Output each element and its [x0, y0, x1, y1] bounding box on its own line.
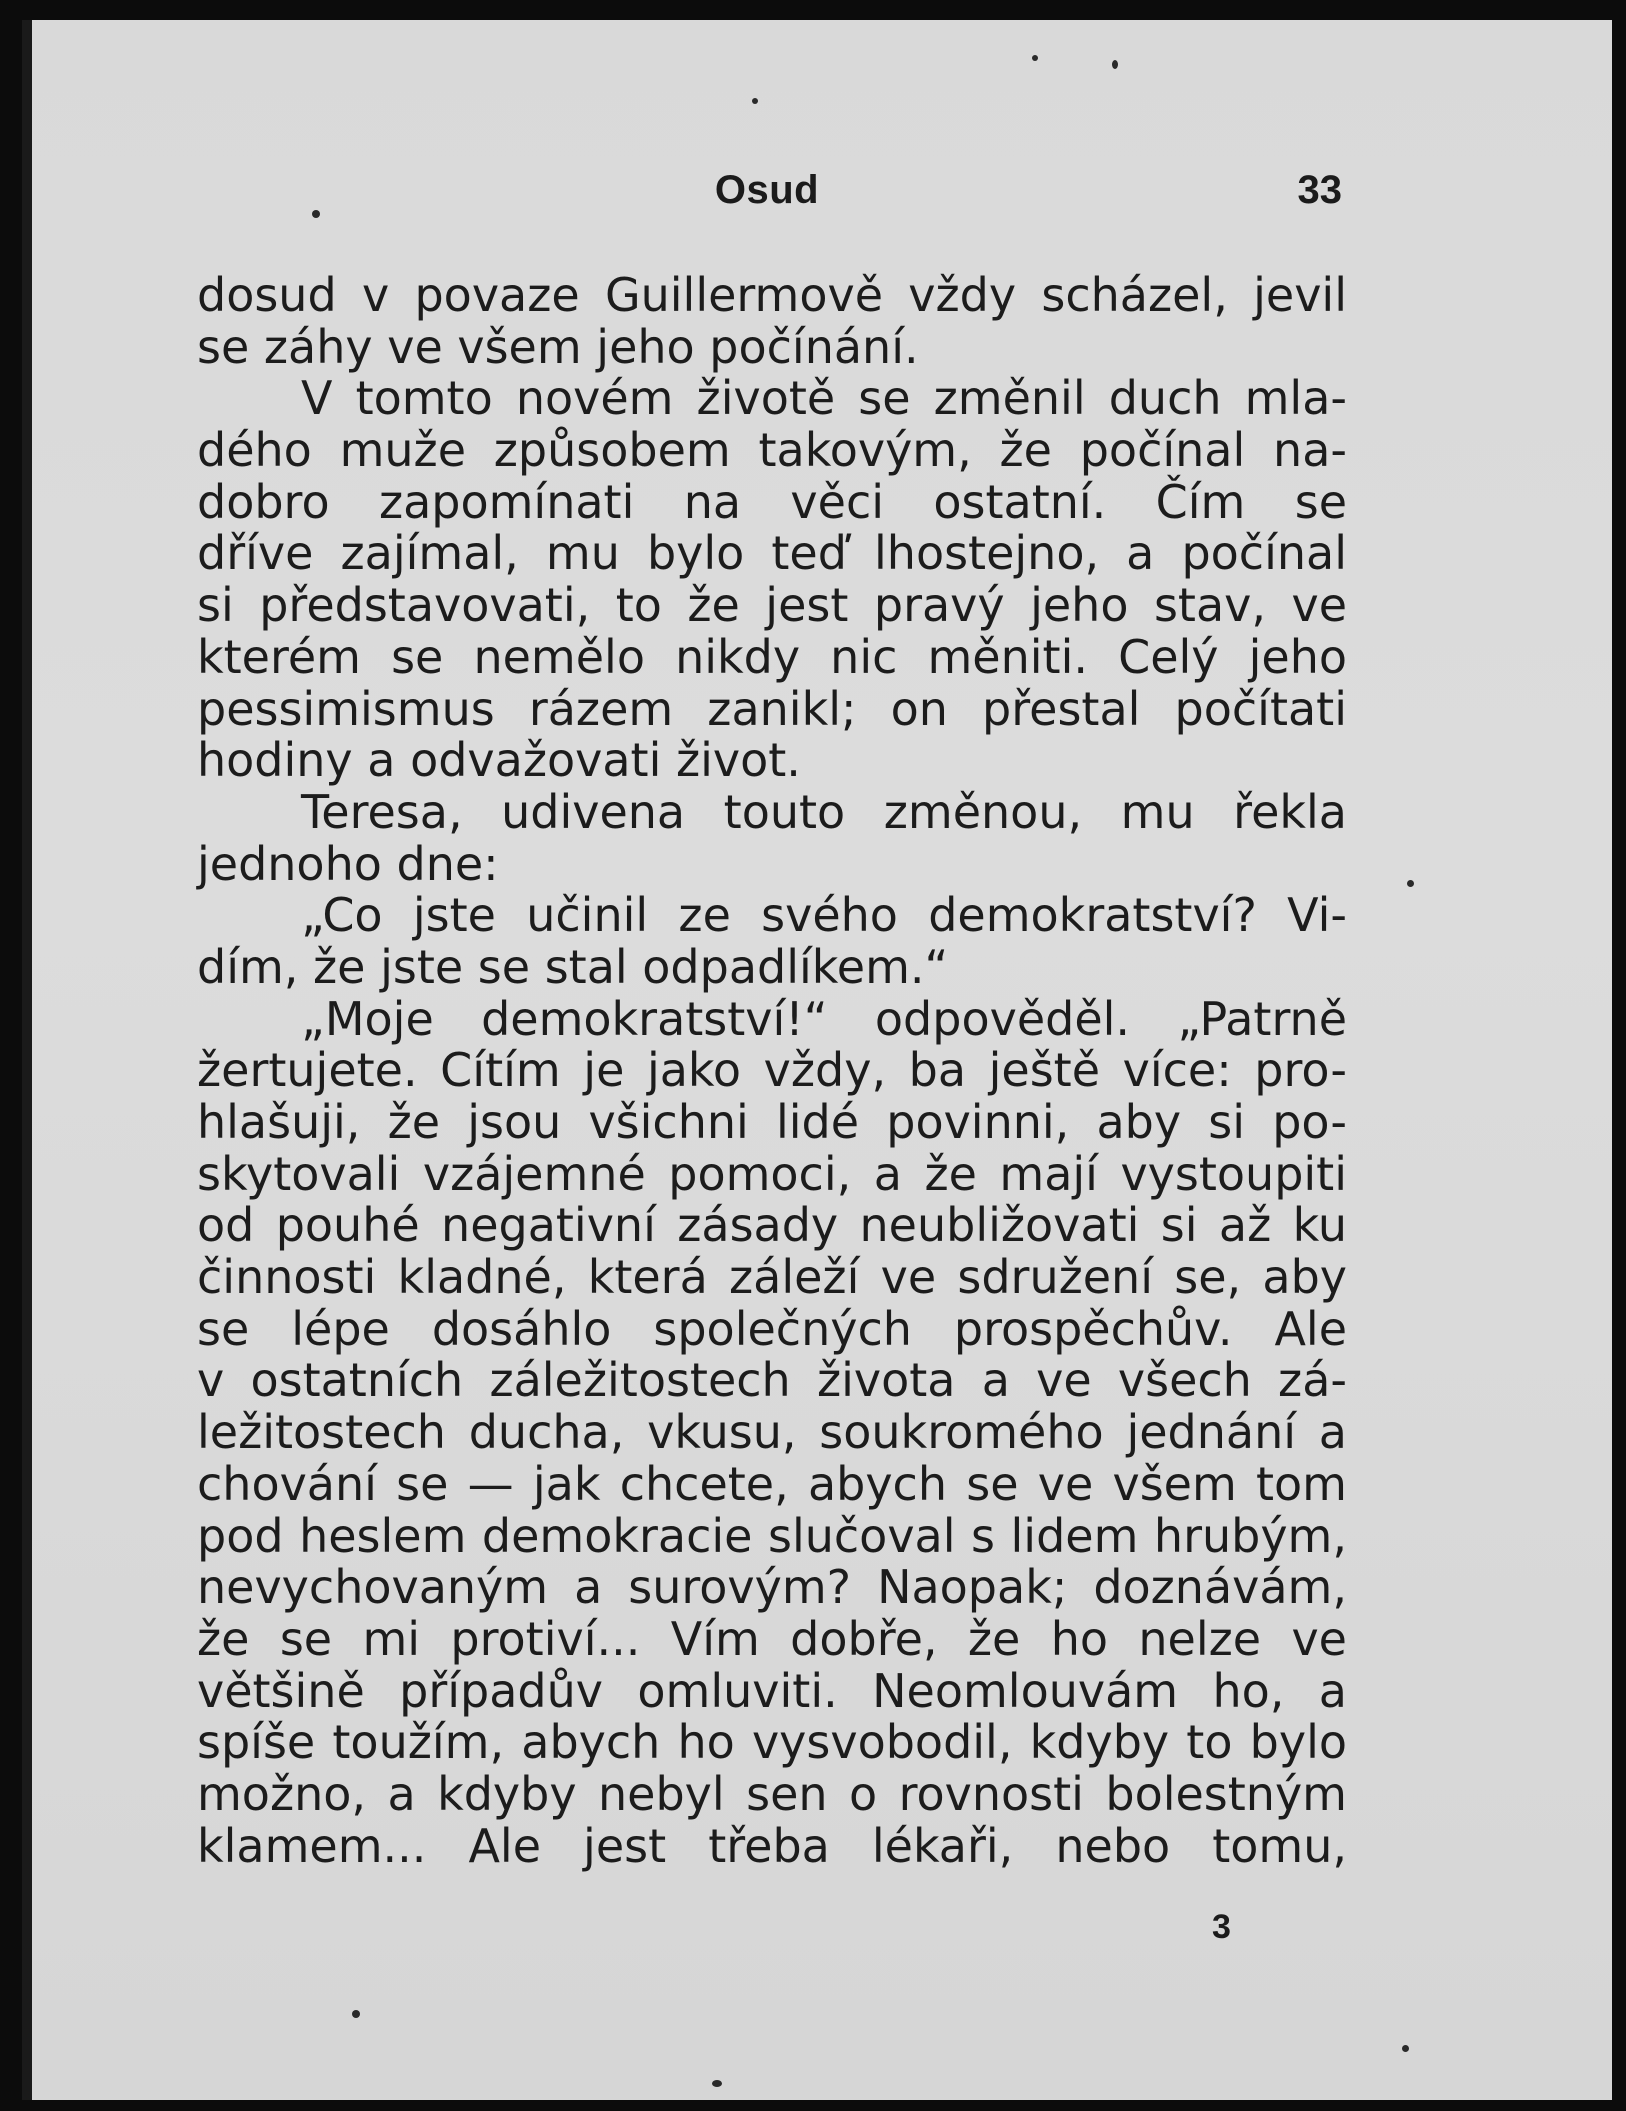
text-line: hodiny a odvažovati život.: [197, 733, 801, 788]
text-line: nevychovaným a surovým? Naopak; doznávám,: [197, 1560, 1347, 1615]
text-line: jednoho dne:: [197, 836, 499, 891]
text-line: dím, že jste se stal odpadlíkem.“: [197, 939, 949, 994]
text-line: možno, a kdyby nebyl sen o rovnosti bolestným: [197, 1766, 1347, 1821]
scan-speck: [1407, 880, 1414, 887]
text-line: „Co jste učinil ze svého demokratství? Vi-: [301, 888, 1347, 943]
text-line: od pouhé negativní zásady neubližovati si až ku: [197, 1198, 1347, 1253]
running-header: [192, 168, 1342, 228]
page-spine-edge: [22, 20, 32, 2100]
text-line: činnosti kladné, která záleží ve sdružení se, aby: [197, 1250, 1347, 1305]
text-line: se záhy ve všem jeho počínání.: [197, 319, 919, 374]
page-number: 33: [1297, 168, 1342, 212]
text-line: klamem... Ale jest třeba lékaři, nebo tomu,: [197, 1818, 1347, 1873]
text-line: skytovali vzájemné pomoci, a že mají vystoupiti: [197, 1146, 1347, 1201]
text-line: Teresa, udivena touto změnou, mu řekla: [301, 784, 1347, 839]
text-line: dého muže způsobem takovým, že počínal na-: [197, 423, 1347, 478]
text-line: V tomto novém životě se změnil duch mla-: [301, 371, 1347, 426]
text-line: že se mi protiví... Vím dobře, že ho nelze ve: [197, 1611, 1347, 1666]
text-line: spíše toužím, abych ho vysvobodil, kdyby to bylo: [197, 1715, 1347, 1770]
text-line: se lépe dosáhlo společných prospěchův. Ale: [197, 1301, 1347, 1356]
text-line: v ostatních záležitostech života a ve všech zá-: [197, 1353, 1347, 1408]
scan-speck: [1112, 60, 1118, 69]
text-line: většině případův omluviti. Neomlouvám ho, a: [197, 1663, 1347, 1718]
scan-speck: [1032, 55, 1038, 61]
text-line: chování se — jak chcete, abych se ve všem tom: [197, 1456, 1347, 1511]
text-line: ležitostech ducha, vkusu, soukromého jednání a: [197, 1405, 1347, 1460]
scan-speck: [352, 2010, 360, 2018]
signature-mark: 3: [1212, 1908, 1231, 1946]
body-text: [197, 270, 1347, 1872]
text-line: „Moje demokratství!“ odpověděl. „Patrně: [301, 991, 1347, 1046]
text-line: pod heslem demokracie slučoval s lidem hrubým,: [197, 1508, 1347, 1563]
text-line: pessimismus rázem zanikl; on přestal počítati: [197, 681, 1347, 736]
running-header-title: Osud: [714, 168, 820, 212]
scan-speck: [752, 98, 758, 104]
scan-speck: [312, 210, 320, 218]
text-line: si představovati, to že jest pravý jeho stav, ve: [197, 578, 1347, 633]
text-line: kterém se nemělo nikdy nic měniti. Celý jeho: [197, 629, 1347, 684]
text-line: dříve zajímal, mu bylo teď lhostejno, a počínal: [197, 526, 1347, 581]
scan-speck: [1402, 2045, 1409, 2052]
text-line: dobro zapomínati na věci ostatní. Čím se: [197, 474, 1347, 529]
book-page: [22, 20, 1612, 2100]
text-line: hlašuji, že jsou všichni lidé povinni, aby si po-: [197, 1095, 1347, 1149]
scan-speck: [712, 2080, 722, 2087]
text-line: žertujete. Cítím je jako vždy, ba ještě více: pro-: [197, 1043, 1347, 1098]
text-line: dosud v povaze Guillermově vždy scházel, jevil: [197, 268, 1347, 322]
